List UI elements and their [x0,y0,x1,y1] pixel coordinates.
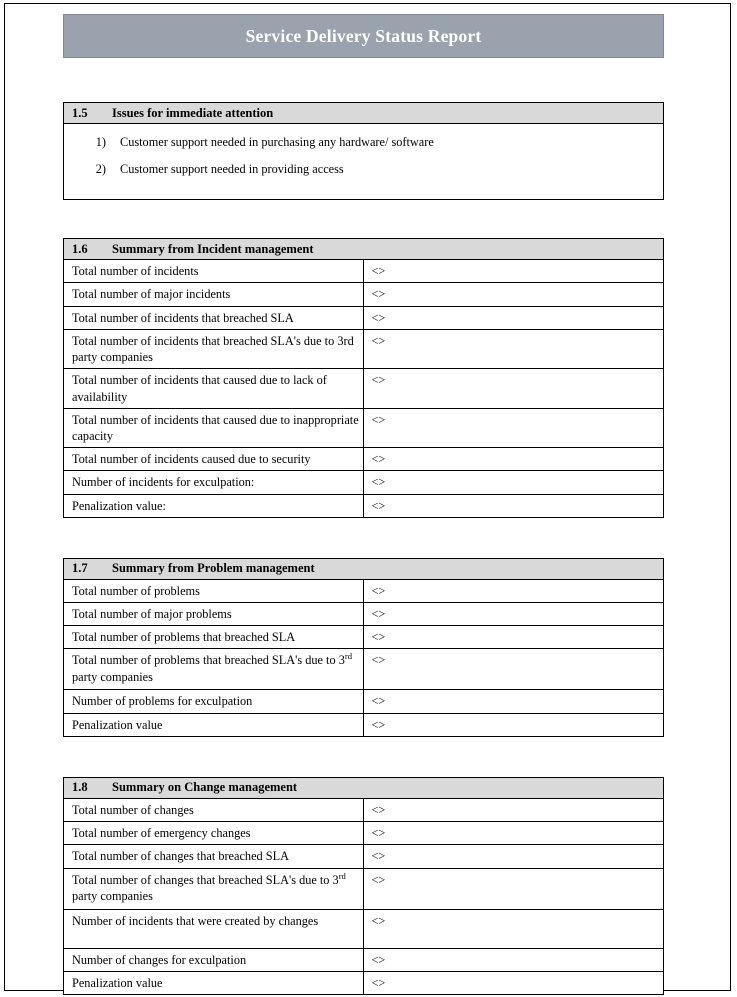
row-value[interactable]: <> [363,868,663,909]
section-1-5-header [64,103,663,124]
row-label: Total number of problems [64,580,363,603]
row-value[interactable]: <> [363,260,663,283]
table-row [64,845,663,868]
row-value[interactable]: <> [363,329,663,368]
row-label: Number of problems for exculpation [64,690,363,713]
table-row [64,909,663,948]
row-label: Number of incidents for exculpation: [64,471,363,494]
row-value[interactable]: <> [363,448,663,471]
row-label: Total number of emergency changes [64,822,363,845]
document-page [4,3,731,991]
row-label: Penalization value [64,713,363,736]
row-value[interactable]: <> [363,822,663,845]
list-item [64,161,663,178]
row-value[interactable]: <> [363,909,663,948]
row-value[interactable]: <> [363,471,663,494]
table-row [64,283,663,306]
list-item-index: 1) [95,135,106,149]
row-value[interactable]: <> [363,799,663,822]
table-row [64,306,663,329]
row-label: Total number of problems that breached SLA [64,626,363,649]
table-row [64,580,663,603]
row-value[interactable]: <> [363,369,663,408]
section-1-8-number: 1.8 [72,780,88,795]
section-1-6-number: 1.6 [72,241,88,256]
table-row [64,971,663,994]
table-row [64,448,663,471]
table-row [64,494,663,517]
row-value[interactable]: <> [363,626,663,649]
row-label: Number of incidents that were created by changes [64,909,363,948]
row-value[interactable]: <> [363,494,663,517]
row-label: Total number of changes [64,799,363,822]
document-content [63,14,664,995]
row-value[interactable]: <> [363,971,663,994]
table-row [64,948,663,971]
table-row [64,603,663,626]
row-value[interactable]: <> [363,649,663,690]
list-item-text: Customer support needed in purchasing any hardware/ software [120,135,434,149]
problem-management-table [64,580,663,736]
section-1-8-header [64,778,663,799]
section-1-5 [63,102,664,200]
section-1-5-title: Issues for immediate attention [112,105,274,120]
table-row [64,369,663,408]
table-row [64,626,663,649]
row-value[interactable]: <> [363,690,663,713]
row-value[interactable]: <> [363,845,663,868]
row-value[interactable]: <> [363,306,663,329]
row-label: Total number of changes that breached SLA [64,845,363,868]
list-item-text: Customer support needed in providing access [120,161,344,176]
table-row [64,649,663,690]
row-label: Total number of incidents that breached SLA's due to 3rd party companies [64,329,363,368]
report-title-banner [63,14,664,58]
row-label-text: Total number of changes that breached SLA's due to 3rd party companies [72,870,346,903]
row-label: Total number of incidents caused due to security [64,448,363,471]
table-row [64,868,663,909]
section-1-7-header [64,559,663,580]
section-1-8-title: Summary on Change management [112,780,298,795]
row-value[interactable]: <> [363,713,663,736]
row-label: Total number of incidents that breached SLA [64,306,363,329]
row-value[interactable]: <> [363,283,663,306]
section-1-7-title: Summary from Problem management [112,561,315,576]
incident-management-table [64,260,663,517]
row-value[interactable]: <> [363,408,663,447]
change-management-table [64,799,663,994]
issues-list [64,124,663,199]
table-row [64,408,663,447]
section-1-6-title: Summary from Incident management [112,241,314,256]
list-item [64,134,663,151]
table-row [64,260,663,283]
row-label: Total number of incidents that caused due to lack of availability [64,369,363,408]
row-label: Total number of major problems [64,603,363,626]
row-label [64,868,363,909]
row-label-text: Total number of problems that breached SLA's due to 3rd party companies [72,651,353,684]
section-1-6-header [64,239,663,260]
row-label: Number of changes for exculpation [64,948,363,971]
section-1-6 [63,238,664,518]
row-label: Penalization value: [64,494,363,517]
table-row [64,799,663,822]
section-1-7-number: 1.7 [72,561,88,576]
table-row [64,471,663,494]
row-value[interactable]: <> [363,580,663,603]
section-1-5-number: 1.5 [72,105,88,120]
row-label: Total number of incidents that caused due to inappropriate capacity [64,408,363,447]
row-label: Penalization value [64,971,363,994]
row-label: Total number of major incidents [64,283,363,306]
section-1-7 [63,558,664,737]
table-row [64,329,663,368]
row-value[interactable]: <> [363,603,663,626]
table-row [64,690,663,713]
section-1-8 [63,777,664,995]
table-row [64,713,663,736]
list-item-index: 2) [95,161,106,176]
row-label: Total number of incidents [64,260,363,283]
row-label [64,649,363,690]
page-title: Service Delivery Status Report [245,25,482,46]
table-row [64,822,663,845]
row-value[interactable]: <> [363,948,663,971]
